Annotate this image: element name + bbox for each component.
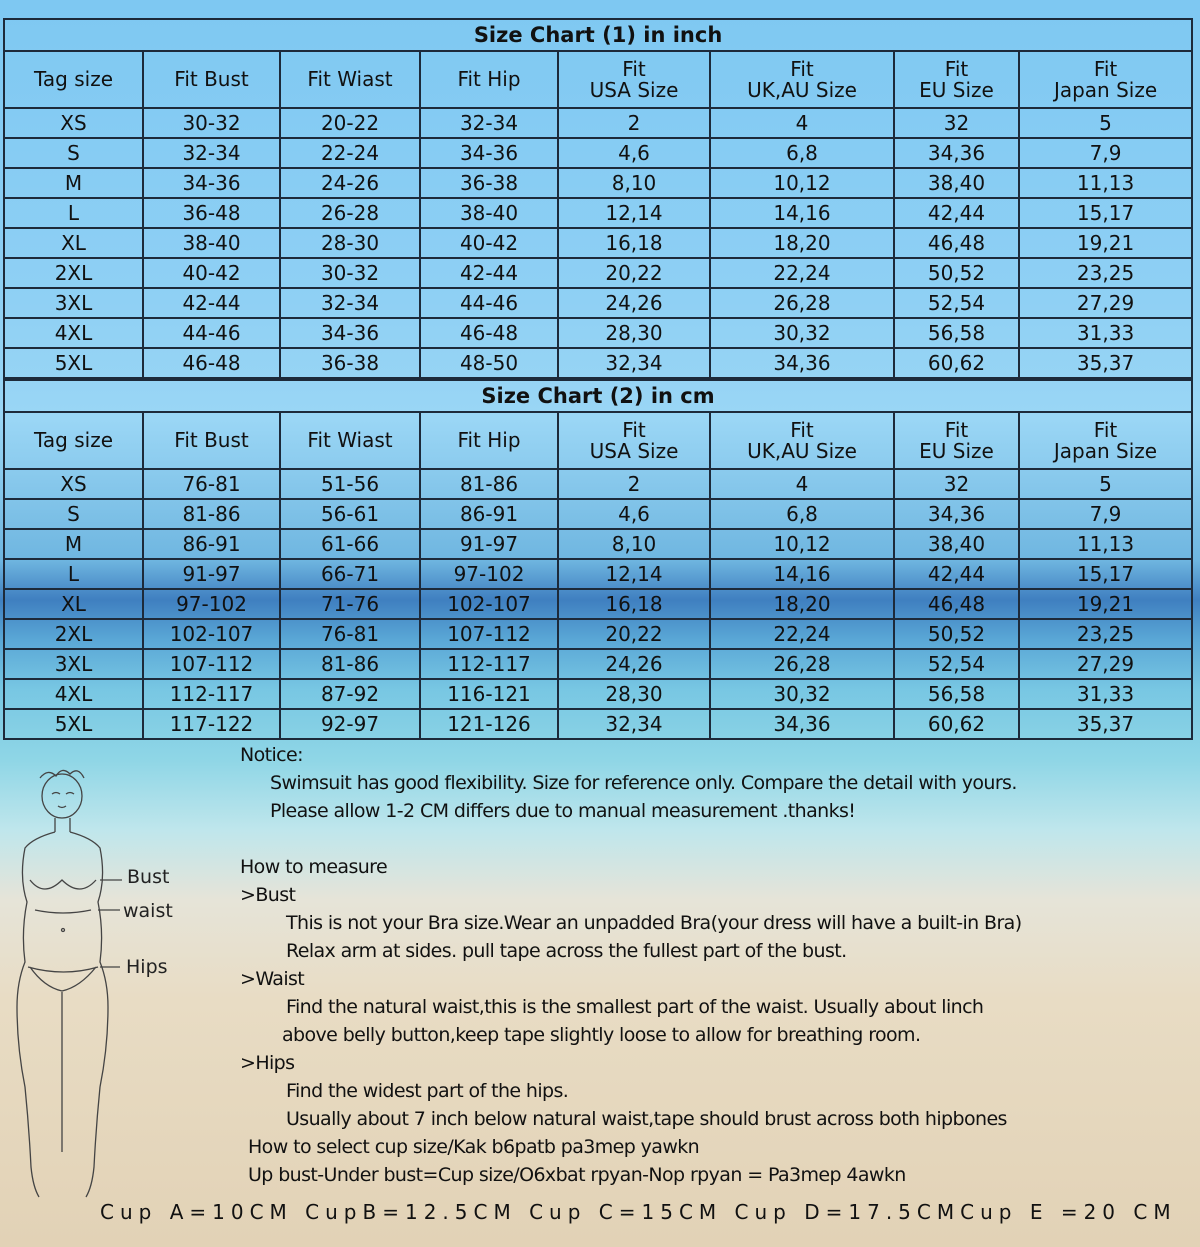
- table-cell: 18,20: [710, 228, 894, 258]
- table-cell: 22,24: [710, 619, 894, 649]
- table-cell: 16,18: [558, 589, 710, 619]
- table-cell: 11,13: [1019, 168, 1192, 198]
- table-cell: 81-86: [143, 499, 280, 529]
- column-header: Fit Wiast: [280, 412, 420, 469]
- table-cell: 38-40: [420, 198, 558, 228]
- column-header-line: Fit: [622, 417, 646, 442]
- chart-title: Size Chart (1) in inch: [4, 19, 1192, 51]
- table-row: [4, 559, 1192, 589]
- table-cell: 34-36: [280, 318, 420, 348]
- table-cell: 23,25: [1019, 258, 1192, 288]
- hips-heading: >Hips: [240, 1052, 295, 1074]
- table-row: [4, 138, 1192, 168]
- column-header: [710, 412, 894, 469]
- table-cell: 35,37: [1019, 709, 1192, 739]
- column-header-line: Japan Size: [1053, 77, 1158, 102]
- table-cell: 5: [1019, 108, 1192, 138]
- table-cell: 4: [710, 108, 894, 138]
- table-row: [4, 198, 1192, 228]
- table-cell: 32: [894, 108, 1019, 138]
- table-cell: 50,52: [894, 258, 1019, 288]
- table-cell: 76-81: [143, 469, 280, 499]
- table-cell: 42-44: [420, 258, 558, 288]
- notice-line: Please allow 1-2 CM differs due to manual measurement .thanks!: [270, 800, 856, 822]
- cup-size-heading: How to select cup size/Kak b6patb pa3mep yawkn: [248, 1136, 700, 1158]
- table-cell: 7,9: [1019, 138, 1192, 168]
- tag-size-cell: 3XL: [4, 288, 143, 318]
- column-header: Fit Bust: [143, 412, 280, 469]
- column-header: [558, 412, 710, 469]
- table-cell: 27,29: [1019, 649, 1192, 679]
- tag-size-cell: S: [4, 138, 143, 168]
- table-cell: 19,21: [1019, 589, 1192, 619]
- cup-size-formula: Up bust-Under bust=Cup size/O6xbat rpyan-Nop rpyan = Pa3mep 4awkn: [248, 1164, 906, 1186]
- table-cell: 24,26: [558, 649, 710, 679]
- table-row: [4, 589, 1192, 619]
- table-row: [4, 228, 1192, 258]
- column-header-line: Fit: [1093, 56, 1118, 81]
- table-cell: 112-117: [143, 679, 280, 709]
- table-cell: 61-66: [280, 529, 420, 559]
- table-cell: 87-92: [280, 679, 420, 709]
- table-cell: 34-36: [420, 138, 558, 168]
- table-cell: 97-102: [143, 589, 280, 619]
- table-cell: 28-30: [280, 228, 420, 258]
- table-cell: 32: [894, 469, 1019, 499]
- table-cell: 102-107: [143, 619, 280, 649]
- table-cell: 10,12: [710, 168, 894, 198]
- table-cell: 117-122: [143, 709, 280, 739]
- table-cell: 91-97: [143, 559, 280, 589]
- table-cell: 24-26: [280, 168, 420, 198]
- table-cell: 76-81: [280, 619, 420, 649]
- column-header: Fit Wiast: [280, 51, 420, 108]
- table-cell: 5: [1019, 469, 1192, 499]
- table-cell: 40-42: [143, 258, 280, 288]
- table-cell: 22-24: [280, 138, 420, 168]
- chart-title: Size Chart (2) in cm: [4, 380, 1192, 412]
- tag-size-cell: XS: [4, 469, 143, 499]
- column-header: [1019, 51, 1192, 108]
- table-row: [4, 679, 1192, 709]
- tag-size-cell: XL: [4, 589, 143, 619]
- table-row: [4, 499, 1192, 529]
- table-cell: 86-91: [143, 529, 280, 559]
- waist-instruction: Find the natural waist,this is the smallest part of the waist. Usually about linch: [286, 996, 984, 1018]
- table-cell: 31,33: [1019, 318, 1192, 348]
- table-cell: 24,26: [558, 288, 710, 318]
- table-cell: 92-97: [280, 709, 420, 739]
- table-cell: 34,36: [710, 709, 894, 739]
- table-cell: 32,34: [558, 348, 710, 378]
- tag-size-cell: L: [4, 198, 143, 228]
- table-cell: 8,10: [558, 529, 710, 559]
- waist-label: waist: [123, 900, 173, 922]
- hips-label: Hips: [126, 956, 168, 978]
- column-header: [1019, 412, 1192, 469]
- table-cell: 42,44: [894, 198, 1019, 228]
- hips-instruction: Usually about 7 inch below natural waist,tape should brust across both hipbones: [286, 1108, 1007, 1130]
- table-cell: 32-34: [420, 108, 558, 138]
- table-cell: 38-40: [143, 228, 280, 258]
- column-header-line: Fit: [790, 56, 814, 81]
- table-cell: 102-107: [420, 589, 558, 619]
- table-cell: 28,30: [558, 318, 710, 348]
- table-cell: 27,29: [1019, 288, 1192, 318]
- table-row: [4, 348, 1192, 378]
- column-header-line: UK,AU Size: [747, 77, 857, 102]
- table-cell: 36-48: [143, 198, 280, 228]
- column-header: Tag size: [4, 412, 143, 469]
- body-measurement-figure: [0, 760, 240, 1200]
- column-header-line: Fit: [944, 417, 969, 442]
- table-cell: 30,32: [710, 318, 894, 348]
- table-cell: 14,16: [710, 559, 894, 589]
- table-row: [4, 469, 1192, 499]
- column-header-line: Fit: [944, 56, 969, 81]
- notice-heading: Notice:: [240, 744, 303, 766]
- tag-size-cell: 3XL: [4, 649, 143, 679]
- table-cell: 26,28: [710, 649, 894, 679]
- table-cell: 36-38: [420, 168, 558, 198]
- table-row: [4, 288, 1192, 318]
- table-cell: 32-34: [280, 288, 420, 318]
- column-header-line: EU Size: [919, 77, 994, 102]
- table-cell: 12,14: [558, 559, 710, 589]
- table-cell: 16,18: [558, 228, 710, 258]
- table-cell: 30-32: [143, 108, 280, 138]
- tag-size-cell: XS: [4, 108, 143, 138]
- table-row: [4, 258, 1192, 288]
- bust-instruction: Relax arm at sides. pull tape across the fullest part of the bust.: [286, 940, 847, 962]
- tag-size-cell: 4XL: [4, 318, 143, 348]
- table-cell: 6,8: [710, 499, 894, 529]
- table-row: [4, 108, 1192, 138]
- table-cell: 71-76: [280, 589, 420, 619]
- table-cell: 56-61: [280, 499, 420, 529]
- table-cell: 97-102: [420, 559, 558, 589]
- table-cell: 112-117: [420, 649, 558, 679]
- table-cell: 26,28: [710, 288, 894, 318]
- table-row: [4, 529, 1192, 559]
- tag-size-cell: 2XL: [4, 619, 143, 649]
- table-cell: 34,36: [894, 499, 1019, 529]
- table-cell: 20-22: [280, 108, 420, 138]
- table-cell: 4: [710, 469, 894, 499]
- table-cell: 38,40: [894, 529, 1019, 559]
- table-cell: 46,48: [894, 228, 1019, 258]
- table-cell: 14,16: [710, 198, 894, 228]
- table-cell: 121-126: [420, 709, 558, 739]
- column-header: [894, 412, 1019, 469]
- hips-instruction: Find the widest part of the hips.: [286, 1080, 569, 1102]
- table-cell: 18,20: [710, 589, 894, 619]
- tag-size-cell: 5XL: [4, 348, 143, 378]
- body-outline-icon: [0, 760, 240, 1200]
- column-header-line: Fit: [790, 417, 814, 442]
- waist-instruction: above belly button,keep tape slightly loose to allow for breathing room.: [282, 1024, 921, 1046]
- table-cell: 4,6: [558, 499, 710, 529]
- bust-label: Bust: [127, 866, 170, 888]
- table-cell: 86-91: [420, 499, 558, 529]
- table-cell: 15,17: [1019, 198, 1192, 228]
- tag-size-cell: L: [4, 559, 143, 589]
- column-header-line: USA Size: [589, 77, 679, 102]
- table-cell: 7,9: [1019, 499, 1192, 529]
- table-cell: 31,33: [1019, 679, 1192, 709]
- tag-size-cell: S: [4, 499, 143, 529]
- cup-size-table: Cup A=10CM CupB=12.5CM Cup C=15CM Cup D=17.5CMCup E =20 CM: [100, 1200, 1177, 1224]
- column-header: Fit Hip: [420, 412, 558, 469]
- table-cell: 35,37: [1019, 348, 1192, 378]
- notice-line: Swimsuit has good flexibility. Size for reference only. Compare the detail with yours.: [270, 772, 1017, 794]
- table-cell: 28,30: [558, 679, 710, 709]
- column-header-line: UK,AU Size: [747, 438, 857, 463]
- column-header: Fit Bust: [143, 51, 280, 108]
- tag-size-cell: 4XL: [4, 679, 143, 709]
- table-cell: 51-56: [280, 469, 420, 499]
- column-header: Tag size: [4, 51, 143, 108]
- size-chart-cm: [3, 379, 1193, 740]
- table-cell: 32-34: [143, 138, 280, 168]
- table-cell: 44-46: [143, 318, 280, 348]
- size-chart-inch: [3, 18, 1193, 379]
- table-cell: 34,36: [710, 348, 894, 378]
- table-cell: 52,54: [894, 288, 1019, 318]
- bust-instruction: This is not your Bra size.Wear an unpadded Bra(your dress will have a built-in Bra): [286, 912, 1022, 934]
- table-cell: 42,44: [894, 559, 1019, 589]
- table-row: [4, 318, 1192, 348]
- column-header-line: EU Size: [919, 438, 994, 463]
- how-to-measure-heading: How to measure: [240, 856, 388, 878]
- waist-heading: >Waist: [240, 968, 305, 990]
- table-cell: 22,24: [710, 258, 894, 288]
- column-header-line: Fit: [622, 56, 646, 81]
- table-cell: 56,58: [894, 318, 1019, 348]
- table-cell: 66-71: [280, 559, 420, 589]
- table-cell: 48-50: [420, 348, 558, 378]
- tag-size-cell: XL: [4, 228, 143, 258]
- table-cell: 46-48: [420, 318, 558, 348]
- table-cell: 2: [558, 469, 710, 499]
- table-cell: 81-86: [420, 469, 558, 499]
- table-cell: 30,32: [710, 679, 894, 709]
- column-header: [558, 51, 710, 108]
- table-cell: 46-48: [143, 348, 280, 378]
- table-row: [4, 619, 1192, 649]
- table-cell: 6,8: [710, 138, 894, 168]
- table-cell: 23,25: [1019, 619, 1192, 649]
- table-cell: 26-28: [280, 198, 420, 228]
- table-cell: 19,21: [1019, 228, 1192, 258]
- table-row: [4, 709, 1192, 739]
- table-cell: 91-97: [420, 529, 558, 559]
- table-cell: 42-44: [143, 288, 280, 318]
- table-cell: 34-36: [143, 168, 280, 198]
- table-row: [4, 168, 1192, 198]
- tag-size-cell: 5XL: [4, 709, 143, 739]
- table-cell: 10,12: [710, 529, 894, 559]
- tag-size-cell: M: [4, 168, 143, 198]
- table-cell: 30-32: [280, 258, 420, 288]
- table-cell: 12,14: [558, 198, 710, 228]
- column-header-line: Fit: [1093, 417, 1118, 442]
- column-header-line: USA Size: [589, 438, 679, 463]
- column-header: [894, 51, 1019, 108]
- table-cell: 36-38: [280, 348, 420, 378]
- table-cell: 60,62: [894, 348, 1019, 378]
- column-header: [710, 51, 894, 108]
- table-cell: 40-42: [420, 228, 558, 258]
- table-cell: 8,10: [558, 168, 710, 198]
- table-cell: 107-112: [420, 619, 558, 649]
- table-cell: 60,62: [894, 709, 1019, 739]
- table-row: [4, 649, 1192, 679]
- table-cell: 15,17: [1019, 559, 1192, 589]
- table-cell: 34,36: [894, 138, 1019, 168]
- table-cell: 32,34: [558, 709, 710, 739]
- tag-size-cell: M: [4, 529, 143, 559]
- table-cell: 50,52: [894, 619, 1019, 649]
- column-header: Fit Hip: [420, 51, 558, 108]
- table-cell: 107-112: [143, 649, 280, 679]
- bust-heading: >Bust: [240, 884, 296, 906]
- table-cell: 81-86: [280, 649, 420, 679]
- table-cell: 4,6: [558, 138, 710, 168]
- table-cell: 38,40: [894, 168, 1019, 198]
- table-cell: 116-121: [420, 679, 558, 709]
- table-cell: 46,48: [894, 589, 1019, 619]
- table-cell: 52,54: [894, 649, 1019, 679]
- table-cell: 56,58: [894, 679, 1019, 709]
- table-cell: 11,13: [1019, 529, 1192, 559]
- table-cell: 44-46: [420, 288, 558, 318]
- table-cell: 20,22: [558, 258, 710, 288]
- table-cell: 2: [558, 108, 710, 138]
- column-header-line: Japan Size: [1053, 438, 1158, 463]
- table-cell: 20,22: [558, 619, 710, 649]
- tag-size-cell: 2XL: [4, 258, 143, 288]
